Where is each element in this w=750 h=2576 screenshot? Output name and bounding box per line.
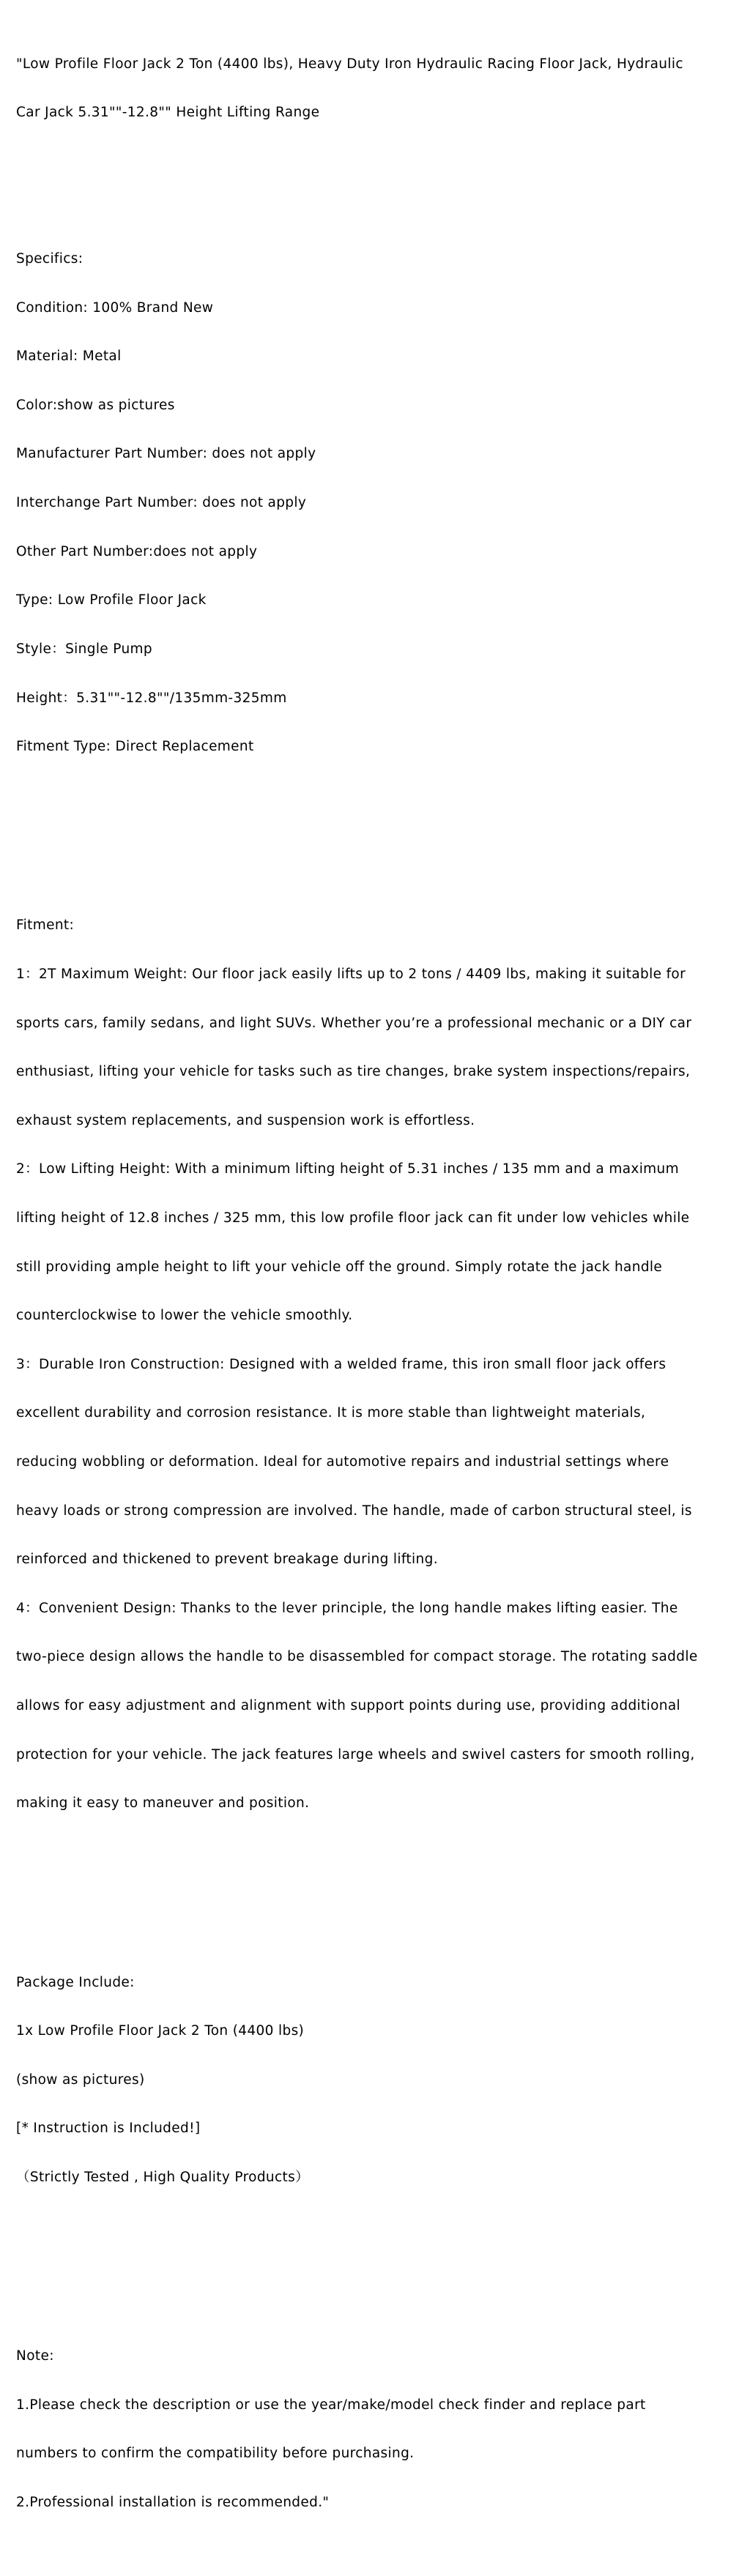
spec-color: Color:show as pictures <box>16 397 175 413</box>
fitment-line: still providing ample height to lift your vehicle off the ground. Simply rotate the jack handle <box>16 1259 663 1275</box>
product-description-document <box>16 7 741 2576</box>
note-line: 1.Please check the description or use the year/make/model check finder and replace part <box>16 2397 646 2413</box>
fitment-line: 1：2T Maximum Weight: Our floor jack easily lifts up to 2 tons / 4409 lbs, making it suitable for <box>16 966 686 982</box>
fitment-line: reducing wobbling or deformation. Ideal for automotive repairs and industrial settings where <box>16 1454 669 1470</box>
specifics-section <box>16 219 741 788</box>
spec-other-part-number: Other Part Number:does not apply <box>16 543 258 559</box>
fitment-line: exhaust system replacements, and suspension work is effortless. <box>16 1112 475 1128</box>
title-line-2: Car Jack 5.31""-12.8"" Height Lifting Range <box>16 105 320 121</box>
fitment-line: allows for easy adjustment and alignment with support points during use, providing additional <box>16 1698 681 1714</box>
spacer <box>16 1877 741 1893</box>
package-heading: Package Include: <box>16 1974 135 1990</box>
spacer <box>16 820 741 836</box>
note-line: numbers to confirm the compatibility before purchasing. <box>16 2446 415 2462</box>
note-heading: Note: <box>16 2348 54 2364</box>
package-line: [* Instruction is Included!] <box>16 2121 201 2137</box>
spacer <box>16 2251 741 2267</box>
package-line: 1x Low Profile Floor Jack 2 Ton (4400 lbs) <box>16 2023 305 2039</box>
spec-material: Material: Metal <box>16 349 122 365</box>
fitment-line: reinforced and thickened to prevent breakage during lifting. <box>16 1552 438 1568</box>
specifics-heading: Specifics: <box>16 251 83 267</box>
spec-type: Type: Low Profile Floor Jack <box>16 592 207 608</box>
package-line: （Strictly Tested , High Quality Products） <box>16 2169 309 2185</box>
fitment-line: making it easy to maneuver and position. <box>16 1795 310 1812</box>
spec-style: Style：Single Pump <box>16 641 152 657</box>
fitment-line: enthusiast, lifting your vehicle for tasks such as tire changes, brake system inspections/repairs, <box>16 1064 691 1080</box>
spacer <box>16 154 741 170</box>
fitment-heading: Fitment: <box>16 917 75 934</box>
fitment-line: protection for your vehicle. The jack features large wheels and swivel casters for smooth rolling, <box>16 1746 695 1762</box>
spec-interchange-part-number: Interchange Part Number: does not apply <box>16 495 307 511</box>
fitment-line: 4：Convenient Design: Thanks to the lever principle, the long handle makes lifting easier. The <box>16 1600 678 1616</box>
spec-condition: Condition: 100% Brand New <box>16 299 214 316</box>
fitment-line: excellent durability and corrosion resistance. It is more stable than lightweight materials, <box>16 1405 646 1421</box>
spec-manufacturer-part-number: Manufacturer Part Number: does not apply <box>16 446 316 462</box>
fitment-line: 2：Low Lifting Height: With a minimum lifting height of 5.31 inches / 135 mm and a maximum <box>16 1161 680 1177</box>
fitment-line: counterclockwise to lower the vehicle smoothly. <box>16 1308 353 1324</box>
fitment-line: sports cars, family sedans, and light SUVs. Whether you’re a professional mechanic or a DIY car <box>16 1015 692 1031</box>
note-line: 2.Professional installation is recommended." <box>16 2495 330 2511</box>
package-line: (show as pictures) <box>16 2071 145 2088</box>
fitment-line: two-piece design allows the handle to be disassembled for compact storage. The rotating saddle <box>16 1649 698 1665</box>
fitment-line: heavy loads or strong compression are involved. The handle, made of carbon structural steel, is <box>16 1503 692 1519</box>
fitment-section <box>16 885 741 1844</box>
package-section <box>16 1942 741 2218</box>
spec-height: Height：5.31""-12.8""/135mm-325mm <box>16 690 287 706</box>
fitment-line: lifting height of 12.8 inches / 325 mm, this low profile floor jack can fit under low vehicles while <box>16 1210 690 1226</box>
note-section <box>16 2316 741 2544</box>
spec-fitment-type: Fitment Type: Direct Replacement <box>16 739 254 755</box>
title-line-1: "Low Profile Floor Jack 2 Ton (4400 lbs), Heavy Duty Iron Hydraulic Racing Floor Jack, Hydraulic <box>16 56 683 72</box>
fitment-line: 3：Durable Iron Construction: Designed with a welded frame, this iron small floor jack offers <box>16 1356 667 1372</box>
